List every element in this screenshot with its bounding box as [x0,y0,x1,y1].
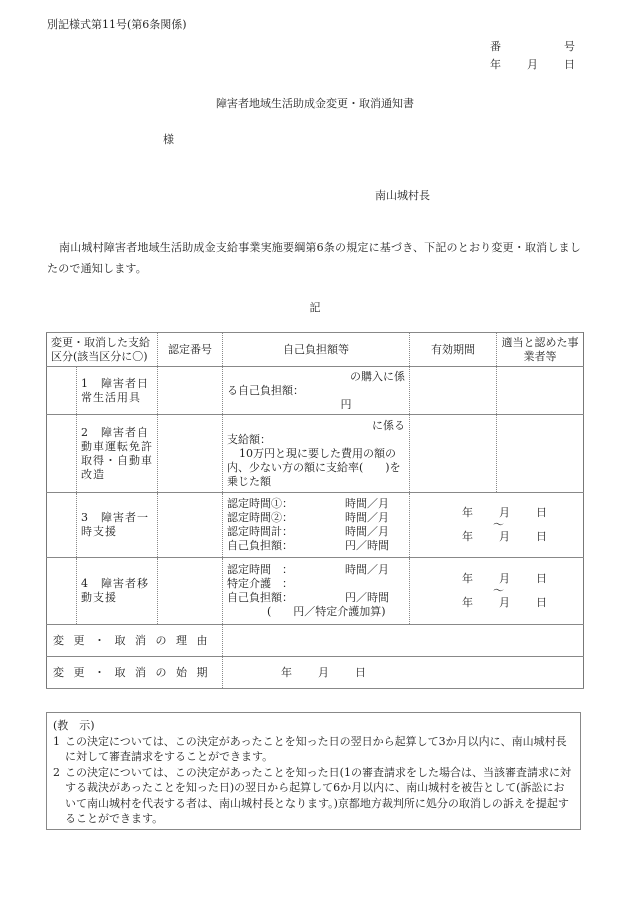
mark-cell[interactable] [47,558,77,625]
period-day: 日 [536,572,547,585]
cert-no-cell[interactable] [158,415,223,493]
notice-item-text: この決定については、この決定があったことを知った日(1の審査請求をした場合は、当該審査請求に対する裁決があったことを知った日)の翌日から起算して6か月以内に、南山城村を被告として(訴訟において南山城村を代表する者は、南山城村長となります。)京都地方裁判所に処分の取消しの訴えを提起することができます。 [65,765,571,825]
date-year: 年 [490,58,501,71]
notice-item-number: 2 [53,765,60,779]
start-day: 日 [355,665,366,679]
item-unit [305,577,389,591]
table-row [47,415,584,493]
cert-no-cell[interactable] [158,367,223,415]
period-cell[interactable] [410,558,584,625]
self-pay-cell[interactable] [223,558,410,625]
header-cert-no: 認定番号 [158,333,223,367]
ki-heading: 記 [309,301,321,314]
category-cell: 1 障害者日常生活用具 [77,367,158,415]
document-title: 障害者地域生活助成金変更・取消通知書 [216,97,414,110]
period-year: 年 [462,596,473,609]
category-cell: 3 障害者一時支援 [77,493,158,558]
item-label: 認定時間①： [227,497,293,510]
period-tilde: ～ [493,518,504,531]
period-cell[interactable] [410,367,497,415]
header-period: 有効期間 [410,333,497,367]
start-date-cell[interactable] [223,657,584,689]
self-pay-line: 支給額： [227,432,271,446]
mark-cell[interactable] [47,367,77,415]
date-day: 日 [564,58,575,71]
mark-cell[interactable] [47,415,77,493]
start-month: 月 [318,665,329,679]
self-pay-line: 10万円と現に要した費用の額の内、少ない方の額に支給率( )を乗じた額 [227,446,401,488]
start-year: 年 [281,665,292,679]
item-label: 認定時間 ： [227,563,293,576]
notice-item [53,765,574,827]
self-pay-cell[interactable] [223,367,410,415]
number-prefix: 番 [490,40,501,53]
item-unit: 時間／月 [345,563,389,576]
header-self-pay: 自己負担額等 [223,333,410,367]
body-text: 南山城村障害者地域生活助成金支給事業実施要綱第6条の規定に基づき、下記のとおり変更・取消しましたので通知します。 [47,241,581,275]
self-pay-line: の購入に係 [350,369,405,383]
period-month: 月 [499,596,510,609]
notice-item-number: 1 [53,734,60,748]
item-label: 認定時間計： [227,525,293,538]
reason-label: 変更・取消の理由 [47,625,223,657]
start-label: 変更・取消の始期 [47,657,223,689]
period-day: 日 [536,596,547,609]
header-provider: 適当と認めた事業者等 [497,333,584,367]
table-row [47,493,584,558]
document-number [490,38,575,54]
period-month: 月 [499,506,510,519]
notice-heading: (教 示) [53,719,95,732]
item-unit: 円／時間 [345,539,389,552]
item-unit: 時間／月 [345,525,389,538]
item-extra: ( 円／特定介護加算) [267,605,386,618]
period-year: 年 [462,530,473,543]
notice-box [46,712,581,830]
form-id: 別記様式第11号(第6条関係) [47,18,187,31]
reason-cell[interactable] [223,625,584,657]
table-header-row [47,333,584,367]
addressee: 様 [163,133,174,146]
notice-item [53,734,574,765]
mark-cell[interactable] [47,493,77,558]
self-pay-cell[interactable] [223,493,410,558]
period-cell[interactable] [410,493,584,558]
provider-cell[interactable] [497,415,584,493]
self-pay-line: 円 [340,397,352,411]
category-cell: 2 障害者自動車運転免許取得・自動車改造 [77,415,158,493]
item-unit: 時間／月 [345,511,389,524]
item-unit: 時間／月 [345,497,389,510]
category-cell: 4 障害者移動支援 [77,558,158,625]
period-month: 月 [499,572,510,585]
table-row [47,558,584,625]
reason-row [47,625,584,657]
document-date [490,56,575,72]
cert-no-cell[interactable] [158,558,223,625]
details-table [46,332,584,689]
period-day: 日 [536,506,547,519]
item-unit: 円／時間 [345,591,389,604]
date-month: 月 [527,58,538,71]
period-year: 年 [462,572,473,585]
item-label: 自己負担額： [227,539,293,552]
notice-item-text: この決定については、この決定があったことを知った日の翌日から起算して3か月以内に、南山城村長に対して審査請求をすることができます。 [65,734,567,763]
period-day: 日 [536,530,547,543]
period-month: 月 [499,530,510,543]
item-label: 自己負担額： [227,591,293,604]
self-pay-line: に係る [372,418,405,432]
period-year: 年 [462,506,473,519]
cert-no-cell[interactable] [158,493,223,558]
table-row [47,367,584,415]
item-label: 特定介護 ： [227,577,293,590]
item-label: 認定時間②： [227,511,293,524]
number-suffix: 号 [564,40,575,53]
self-pay-cell[interactable] [223,415,410,493]
provider-cell[interactable] [497,367,584,415]
header-category: 変更・取消した支給区分(該当区分に〇) [47,333,158,367]
self-pay-line: る自己負担額： [227,383,304,397]
period-tilde: ～ [493,584,504,597]
issuer: 南山城村長 [375,189,430,202]
period-cell[interactable] [410,415,497,493]
start-row [47,657,584,689]
